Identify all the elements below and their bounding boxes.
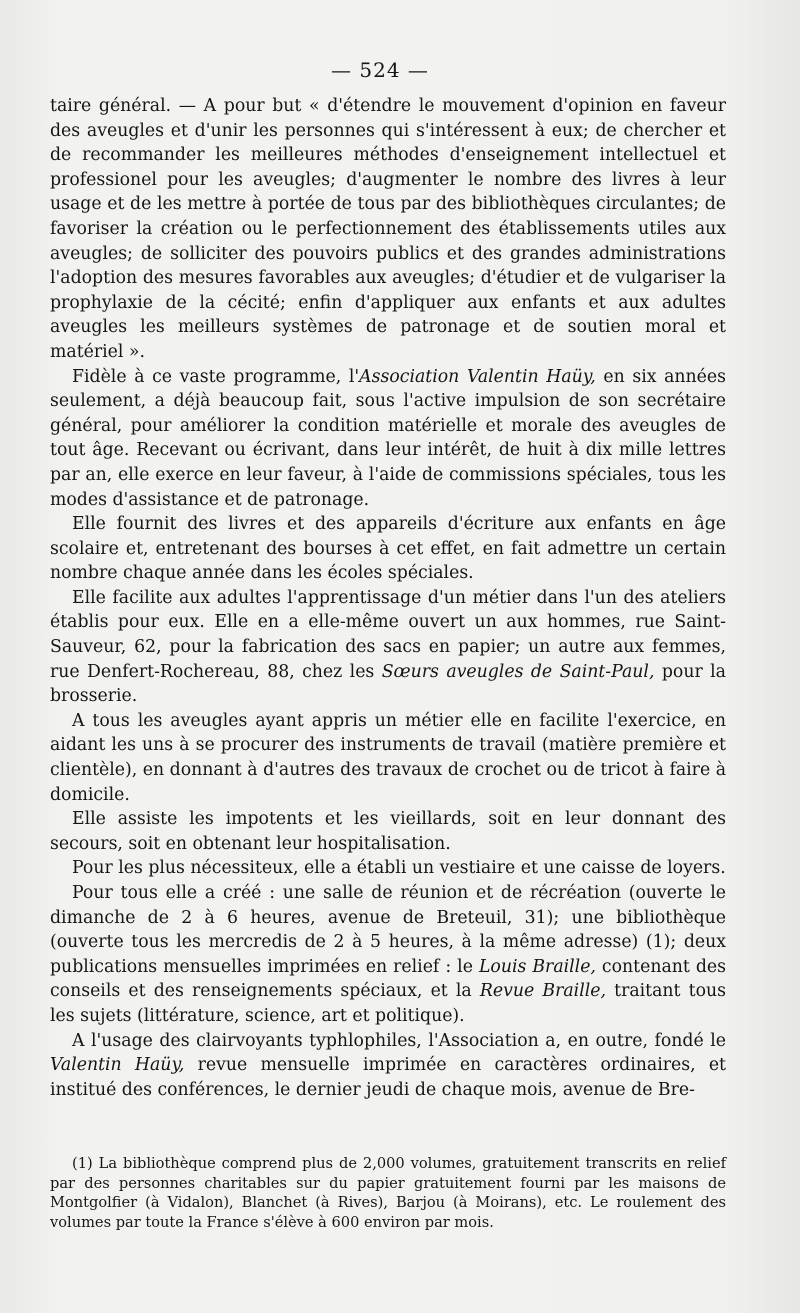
paragraph-text: Fidèle à ce vaste programme, l' [72,366,360,387]
paragraph-text: Pour les plus nécessiteux, elle a établi un vestiaire et une caisse de loyers. [72,858,726,879]
italic-soeurs-aveugles: Sœurs aveugles de Saint-Paul, [381,661,655,682]
paragraph-text: Elle facilite aux adultes l'apprentissage d'un métier dans l'un des ateliers établis pour eux. Elle en a elle-même ouvert un aux hommes, rue Saint-Sauveur, 62, pour la fabrication des sacs en papier; un autre aux femmes, rue Denfert-Rochereau, 88, chez les [50,587,726,682]
footnote [50,1154,726,1232]
paragraph-4 [50,586,726,709]
italic-valentin-hauy-revue: Valentin Haüy, [50,1055,185,1076]
paragraph-2 [50,365,726,513]
paragraph-text: A tous les aveugles ayant appris un métier elle en facilite l'exercice, en aidant les uns à se procurer des instruments de travail (matière première et clientèle), en donnant à d'autres des travaux de crochet ou de tricot à faire à domicile. [50,710,726,805]
italic-louis-braille: Louis Braille, [478,956,596,977]
paragraph-7 [50,856,726,881]
paragraph-text: traitant tous les sujets (littérature, science, art et politique). [50,981,726,1026]
paragraph-text: Pour tous elle a créé : une salle de réunion et de récréation (ouverte le dimanche de 2 à 6 heures, avenue de Breteuil, 31); une bibliothèque (ouverte tous les mercredis de 2 à 5 heures, à la même adresse) (1); deux publications mensuelles imprimées en relief : le [50,883,726,977]
paragraph-text: Elle fournit des livres et des appareils d'écriture aux enfants en âge scolaire et, entretenant des bourses à cet effet, en fait admettre un certain nombre chaque année dans les écoles spéciales. [50,514,726,584]
paragraph-8 [50,881,726,1029]
paragraph-6 [50,807,726,856]
paragraph-9 [50,1029,726,1103]
paragraph-3 [50,512,726,586]
italic-revue-braille: Revue Braille, [479,981,606,1002]
paragraph-1-continued [50,94,726,365]
paragraph-text: en six années seulement, a déjà beaucoup fait, sous l'active impulsion de son secrétaire général, pour améliorer la condition matérielle et morale des aveugles de tout âge. Recevant ou écrivant, dans leur intérêt, de huit à dix mille lettres par an, elle exerce en leur faveur, à l'aide de commissions spéciales, tous les modes d'assistance et de patronage. [50,366,726,510]
page-number: — 524 — [331,58,429,82]
paragraph-text: A l'usage des clairvoyants typhlophiles, l'Association a, en outre, fondé le [72,1030,726,1051]
paragraph-5 [50,709,726,807]
paragraph-text: Elle assiste les impotents et les vieillards, soit en leur donnant des secours, soit en obtenant leur hospitalisation. [50,809,726,854]
italic-title-association: Association Valentin Haüy, [359,366,596,387]
paragraph-text: revue mensuelle imprimée en caractères ordinaires, et institué des conférences, le dernier jeudi de chaque mois, avenue de Bre- [50,1055,726,1100]
body-text [50,94,726,1102]
paragraph-text: taire général. — A pour but « d'étendre le mouvement d'opinion en faveur des aveugles et d'unir les personnes qui s'intéressent à eux; de chercher et de recommander les meilleures méthodes d'enseignement intellectuel et professionel pour les aveugles; d'augmenter le nombre des livres à leur usage et de les mettre à portée de tous par des bibliothèques circulantes; de favoriser la création ou le perfectionnement des établissements utiles aux aveugles; de solliciter des pouvoirs publics et des grandes administrations l'adoption des mesures favorables aux aveugles; d'étudier et de vulgariser la prophylaxie de la cécité; enfin d'appliquer aux enfants et aux adultes aveugles les meilleurs systèmes de patronage et de soutien moral et matériel ». [50,96,726,362]
paragraph-text: contenant des conseils et des renseignements spéciaux, et la [50,956,726,1002]
paragraph-text: pour la brosserie. [50,661,726,707]
footnote-text: (1) La bibliothèque comprend plus de 2,000 volumes, gratuitement transcrits en relief par des personnes charitables sur du papier gratuitement fourni par les maisons de Montgolfier (à Vidalon), Blanchet (à Rives), Barjou (à Moirans), etc. Le roulement des volumes par toute la France s'élève à 600 environ par mois. [50,1155,726,1231]
